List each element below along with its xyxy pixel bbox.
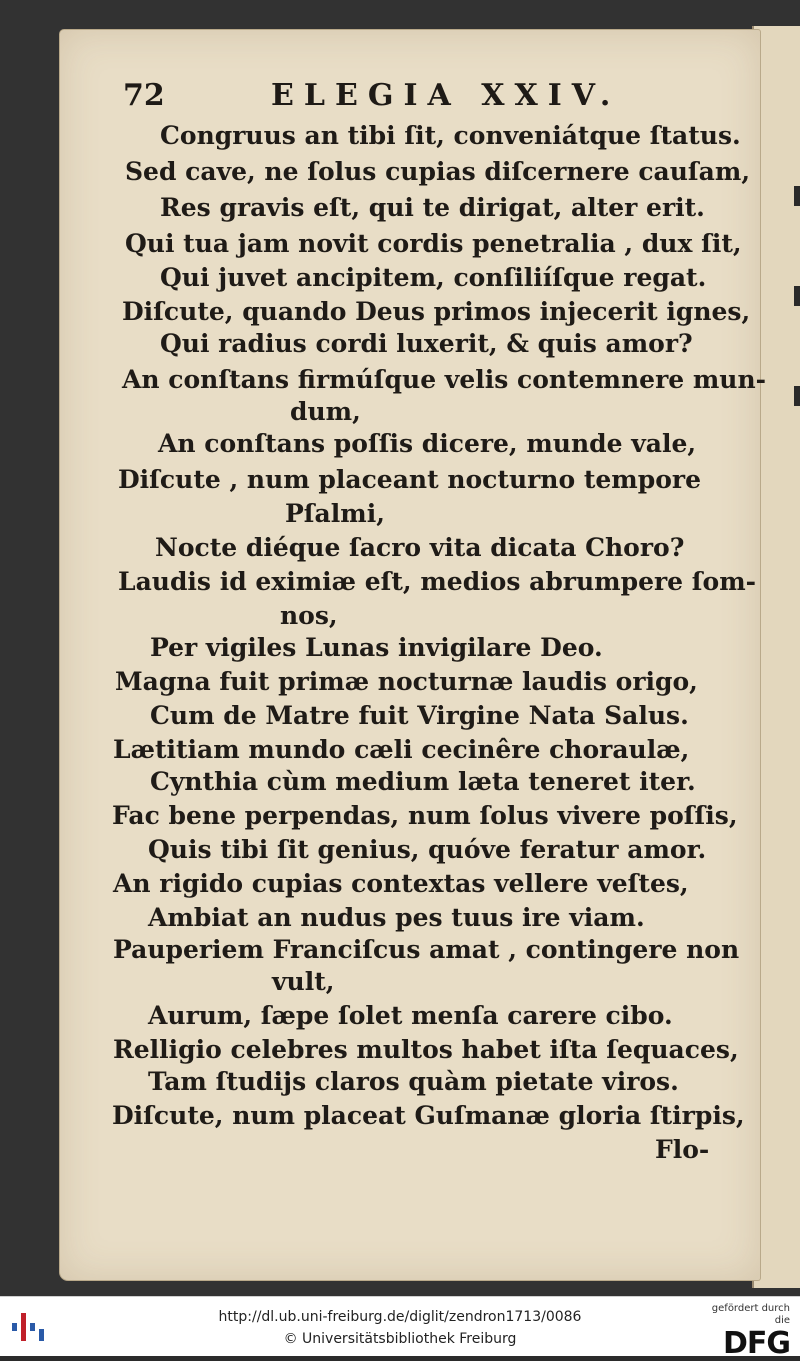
text-line: Ambiat an nudus pes tuus ire viam. <box>148 903 645 932</box>
copyright-notice: © Universitätsbibliothek Freiburg <box>283 1331 517 1347</box>
text-line: Qui juvet ancipitem, conſiliíſque regat. <box>160 263 707 292</box>
dfg-caption: gefördert durch die <box>711 1303 790 1326</box>
viewer-footer <box>0 1296 800 1361</box>
text-line: Laudis id eximiæ eſt, medios abrumpere ſom- <box>118 567 757 596</box>
text-line: Diſcute , num placeant nocturno tempore <box>118 465 701 494</box>
text-line: vult, <box>272 967 335 996</box>
dfg-sponsor <box>700 1303 790 1361</box>
text-line: An conſtans poſſis dicere, munde vale, <box>158 429 697 458</box>
text-line: nos, <box>280 601 338 630</box>
text-line: Per vigiles Lunas invigilare Deo. <box>150 633 603 662</box>
catchword: Flo- <box>655 1135 710 1164</box>
text-line: Magna fuit primæ nocturnæ laudis origo, <box>115 667 698 696</box>
text-line: Qui radius cordi luxerit, & quis amor? <box>160 329 693 358</box>
text-line: An rigido cupias contextas vellere veſtes, <box>113 869 689 898</box>
text-line: An conſtans firmúſque velis contemnere mun- <box>122 365 767 394</box>
text-line: Lætitiam mundo cæli cecinêre choraulæ, <box>113 735 690 764</box>
text-line: Qui tua jam novit cordis penetralia , dux ſit, <box>125 229 742 258</box>
text-line: Aurum, ſæpe ſolet menſa carere cibo. <box>148 1001 673 1030</box>
text-line: dum, <box>290 397 361 426</box>
dfg-logo: DFG <box>722 1326 790 1361</box>
text-line: Fac bene perpendas, num ſolus vivere poſſis, <box>112 801 738 830</box>
text-line: Pſalmi, <box>285 499 385 528</box>
permalink-url[interactable]: http://dl.ub.uni-freiburg.de/diglit/zendron1713/0086 <box>218 1309 582 1325</box>
text-line: Pauperiem Franciſcus amat , contingere non <box>113 935 740 964</box>
text-line: Tam ſtudijs claros quàm pietate viros. <box>148 1067 679 1096</box>
text-line: Cynthia cùm medium læta teneret iter. <box>150 767 696 796</box>
text-line: Quis tibi ſit genius, quóve feratur amor. <box>148 835 707 864</box>
page-number: 72 <box>123 78 165 113</box>
text-line: Cum de Matre fuit Virgine Nata Salus. <box>150 701 689 730</box>
text-line: Relligio celebres multos habet iſta ſequaces, <box>113 1035 739 1064</box>
text-line: Diſcute, num placeat Guſmanæ gloria ſtirpis, <box>112 1101 745 1130</box>
text-line: Res gravis eſt, qui te dirigat, alter erit. <box>160 193 705 222</box>
text-line: Congruus an tibi ſit, conveniátque ſtatus. <box>160 121 741 150</box>
running-head: ELEGIA XXIV. <box>271 78 621 113</box>
text-line: Sed cave, ne ſolus cupias diſcernere cauſam, <box>125 157 751 186</box>
text-line: Nocte diéque ſacro vita dicata Choro? <box>155 533 685 562</box>
text-line: Diſcute, quando Deus primos injecerit ignes, <box>122 297 751 326</box>
